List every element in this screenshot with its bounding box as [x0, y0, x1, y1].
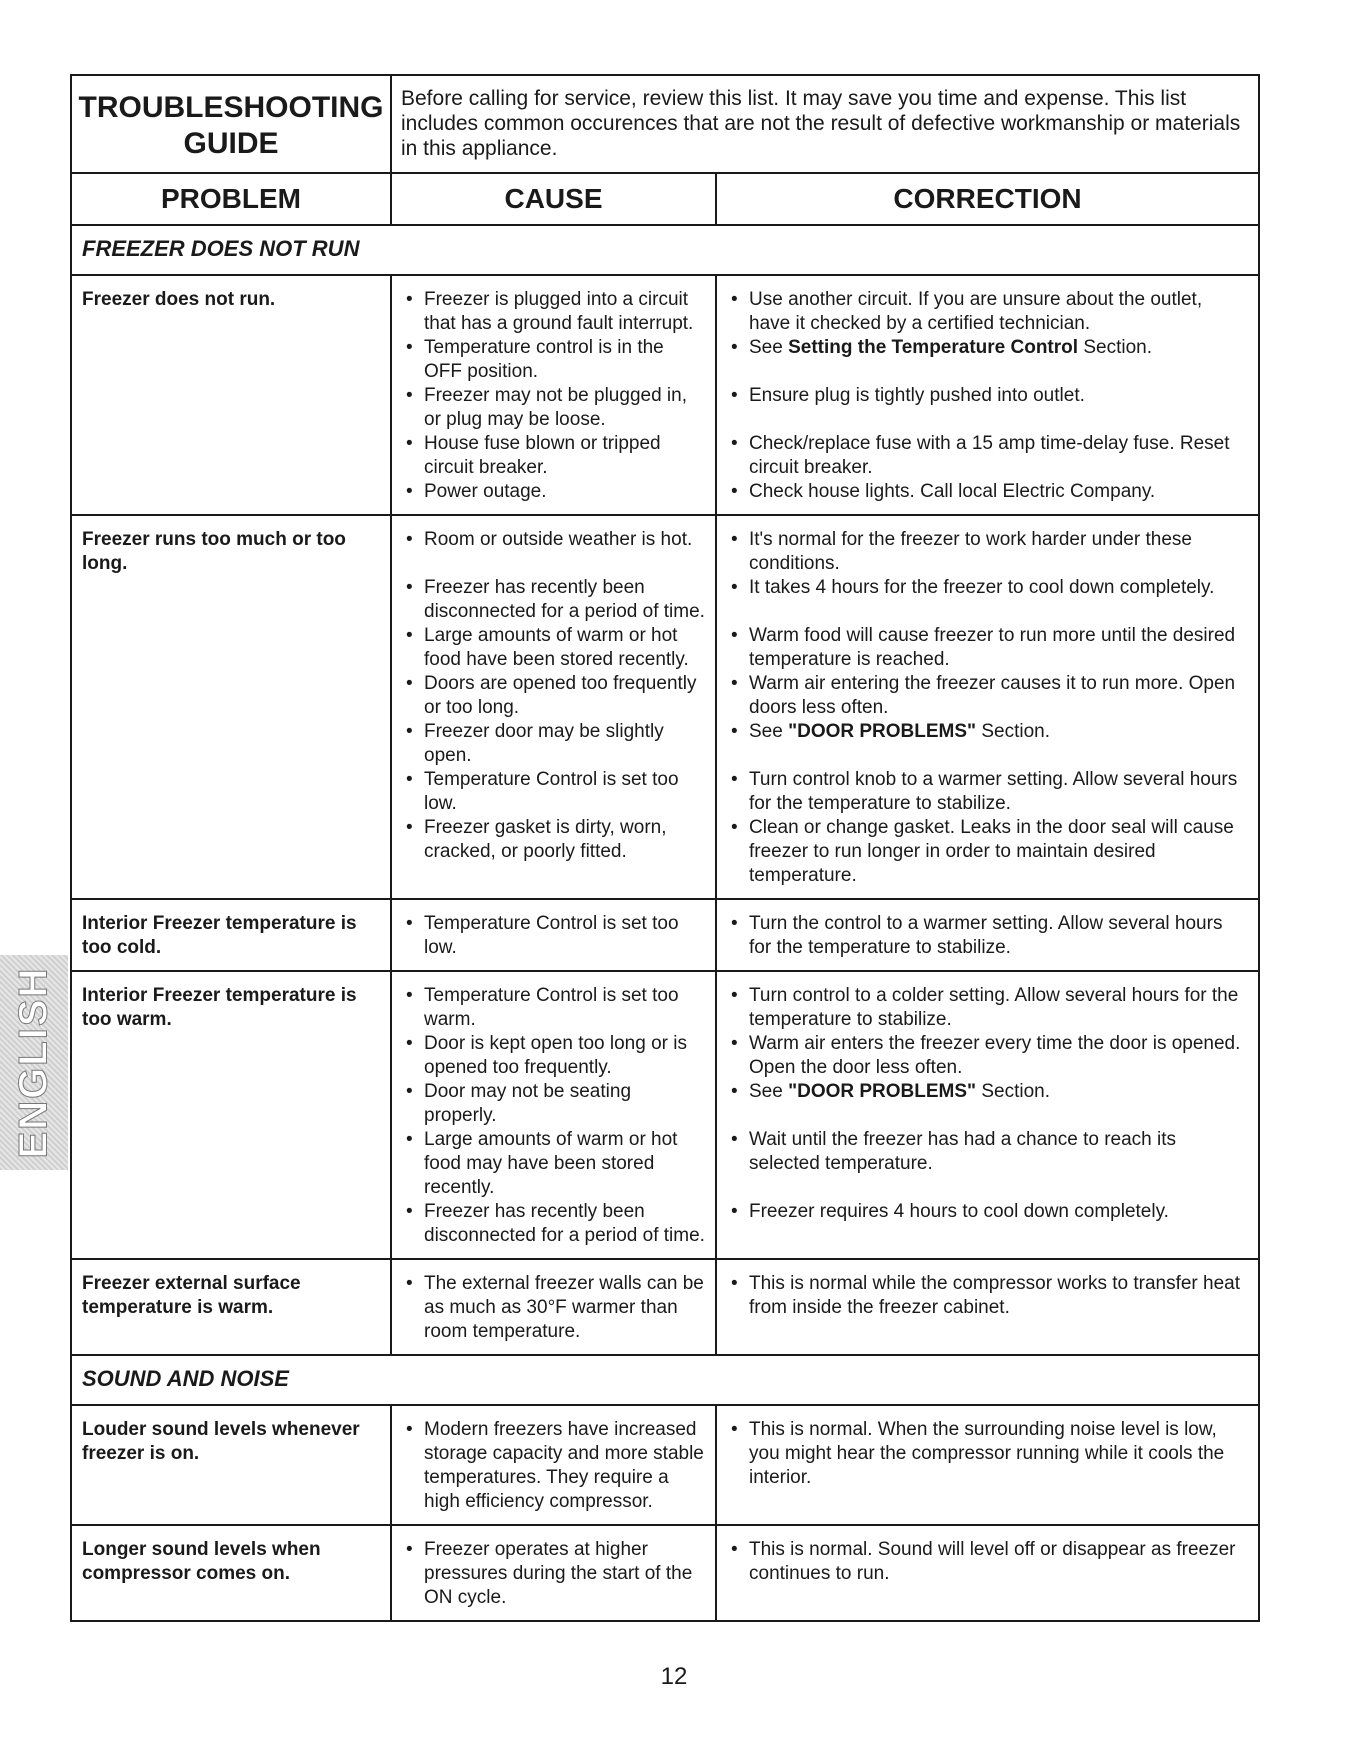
- guide-intro: Before calling for service, review this list. It may save you time and expense. This list includes common occurences that are not the result of defective workmanship or materials in this appliance.: [401, 87, 1241, 160]
- problem-cell: Louder sound levels whenever freezer is on.: [72, 1406, 392, 1524]
- cause-list: [402, 984, 705, 1248]
- cause-list: [402, 1418, 705, 1514]
- cause-list-item: • Temperature Control is set too warm.: [402, 984, 705, 1032]
- table-row: [72, 1260, 1258, 1356]
- correction-cell: [717, 900, 1258, 970]
- correction-list: [727, 528, 1248, 888]
- correction-cell: [717, 1260, 1258, 1354]
- correction-list-item: • Check/replace fuse with a 15 amp time-delay fuse. Reset circuit breaker.: [727, 432, 1248, 480]
- table-row: [72, 900, 1258, 972]
- correction-list: [727, 1538, 1248, 1610]
- cause-list-item: • Large amounts of warm or hot food may have been stored recently.: [402, 1128, 705, 1200]
- correction-cell: [717, 516, 1258, 898]
- correction-cell: [717, 1406, 1258, 1524]
- cause-list-item: • Temperature control is in the OFF position.: [402, 336, 705, 384]
- cause-list-item: • Temperature Control is set too low.: [402, 912, 705, 960]
- language-tab-label: ENGLISH: [11, 966, 56, 1159]
- problem-cell: Interior Freezer temperature is too warm.: [72, 972, 392, 1258]
- cause-list-item: • Freezer is plugged into a circuit that has a ground fault interrupt.: [402, 288, 705, 336]
- correction-list-item: • Warm air entering the freezer causes it to run more. Open doors less often.: [727, 672, 1248, 720]
- troubleshooting-table: [70, 74, 1260, 1622]
- cause-list: [402, 288, 705, 504]
- table-row: [72, 276, 1258, 516]
- correction-list-item: • Use another circuit. If you are unsure about the outlet, have it checked by a certified technician.: [727, 288, 1248, 336]
- problem-column-header: PROBLEM: [72, 174, 392, 224]
- correction-list: [727, 288, 1248, 504]
- cause-cell: [392, 1526, 717, 1620]
- cause-list-item: • Modern freezers have increased storage capacity and more stable temperatures. They require a high efficiency compressor.: [402, 1418, 705, 1514]
- language-tab: [0, 955, 68, 1170]
- section-reference: Setting the Temperature Control: [788, 337, 1079, 358]
- page-number: 12: [660, 1663, 688, 1690]
- guide-title-line2: GUIDE: [183, 127, 279, 160]
- correction-list-item: • This is normal while the compressor works to transfer heat from inside the freezer cabinet.: [727, 1272, 1248, 1344]
- table-row: [72, 972, 1258, 1260]
- correction-list-item: • See "DOOR PROBLEMS" Section.: [727, 1080, 1248, 1128]
- section-reference: "DOOR PROBLEMS": [788, 721, 977, 742]
- correction-list-item: • Turn control to a colder setting. Allow several hours for the temperature to stabilize.: [727, 984, 1248, 1032]
- correction-list-item: • Warm food will cause freezer to run more until the desired temperature is reached.: [727, 624, 1248, 672]
- cause-list-item: • Freezer gasket is dirty, worn, cracked, or poorly fitted.: [402, 816, 705, 888]
- correction-list-item: • Check house lights. Call local Electric Company.: [727, 480, 1248, 504]
- correction-list-item: • Turn control knob to a warmer setting. Allow several hours for the temperature to stabilize.: [727, 768, 1248, 816]
- cause-list-item: • Freezer door may be slightly open.: [402, 720, 705, 768]
- cause-column-header: CAUSE: [392, 174, 717, 224]
- problem-cell: Interior Freezer temperature is too cold.: [72, 900, 392, 970]
- cause-cell: [392, 1406, 717, 1524]
- problem-cell: Freezer does not run.: [72, 276, 392, 514]
- cause-list-item: • Power outage.: [402, 480, 705, 504]
- cause-cell: [392, 276, 717, 514]
- cause-list-item: • Freezer has recently been disconnected for a period of time.: [402, 576, 705, 624]
- problem-cell: Freezer runs too much or too long.: [72, 516, 392, 898]
- correction-list-item: • Warm air enters the freezer every time the door is opened. Open the door less often.: [727, 1032, 1248, 1080]
- table-row: [72, 516, 1258, 900]
- problem-cell: Longer sound levels when compressor comes on.: [72, 1526, 392, 1620]
- cause-list-item: • Temperature Control is set too low.: [402, 768, 705, 816]
- cause-cell: [392, 900, 717, 970]
- section-header: SOUND AND NOISE: [72, 1356, 1258, 1406]
- cause-list-item: • Freezer has recently been disconnected for a period of time.: [402, 1200, 705, 1248]
- cause-cell: [392, 972, 717, 1258]
- cause-list-item: • House fuse blown or tripped circuit breaker.: [402, 432, 705, 480]
- correction-list-item: • Wait until the freezer has had a chance to reach its selected temperature.: [727, 1128, 1248, 1200]
- table-row: [72, 1406, 1258, 1526]
- cause-list: [402, 912, 705, 960]
- cause-cell: [392, 516, 717, 898]
- cause-list-item: • Doors are opened too frequently or too long.: [402, 672, 705, 720]
- correction-list-item: • This is normal. When the surrounding noise level is low, you might hear the compressor running while it cools the interior.: [727, 1418, 1248, 1514]
- column-headers: [72, 174, 1258, 226]
- cause-list-item: • The external freezer walls can be as much as 30°F warmer than room temperature.: [402, 1272, 705, 1344]
- correction-cell: [717, 972, 1258, 1258]
- correction-list-item: • This is normal. Sound will level off or disappear as freezer continues to run.: [727, 1538, 1248, 1610]
- section-header: FREEZER DOES NOT RUN: [72, 226, 1258, 276]
- correction-list: [727, 912, 1248, 960]
- cause-list-item: • Door may not be seating properly.: [402, 1080, 705, 1128]
- cause-list-item: • Freezer operates at higher pressures during the start of the ON cycle.: [402, 1538, 705, 1610]
- correction-list: [727, 984, 1248, 1248]
- correction-list-item: • It takes 4 hours for the freezer to cool down completely.: [727, 576, 1248, 624]
- correction-cell: [717, 276, 1258, 514]
- cause-cell: [392, 1260, 717, 1354]
- guide-header: [72, 76, 1258, 174]
- cause-list-item: • Large amounts of warm or hot food have been stored recently.: [402, 624, 705, 672]
- table-row: [72, 1526, 1258, 1620]
- correction-list-item: • It's normal for the freezer to work harder under these conditions.: [727, 528, 1248, 576]
- guide-title-line1: TROUBLESHOOTING: [78, 91, 384, 124]
- cause-list: [402, 1272, 705, 1344]
- correction-list-item: • See "DOOR PROBLEMS" Section.: [727, 720, 1248, 768]
- cause-list-item: • Room or outside weather is hot.: [402, 528, 705, 576]
- problem-cell: Freezer external surface temperature is warm.: [72, 1260, 392, 1354]
- correction-list-item: • Clean or change gasket. Leaks in the door seal will cause freezer to run longer in order to maintain desired temperature.: [727, 816, 1248, 888]
- correction-list-item: • See Setting the Temperature Control Section.: [727, 336, 1248, 384]
- guide-title: [72, 76, 392, 172]
- cause-list: [402, 528, 705, 888]
- correction-list-item: • Ensure plug is tightly pushed into outlet.: [727, 384, 1248, 432]
- correction-list: [727, 1418, 1248, 1514]
- correction-column-header: CORRECTION: [893, 183, 1082, 214]
- cause-list-item: • Door is kept open too long or is opened too frequently.: [402, 1032, 705, 1080]
- cause-list-item: • Freezer may not be plugged in, or plug may be loose.: [402, 384, 705, 432]
- correction-list: [727, 1272, 1248, 1344]
- cause-list: [402, 1538, 705, 1610]
- correction-list-item: • Freezer requires 4 hours to cool down completely.: [727, 1200, 1248, 1248]
- section-reference: "DOOR PROBLEMS": [788, 1081, 977, 1102]
- correction-list-item: • Turn the control to a warmer setting. Allow several hours for the temperature to stabilize.: [727, 912, 1248, 960]
- correction-cell: [717, 1526, 1258, 1620]
